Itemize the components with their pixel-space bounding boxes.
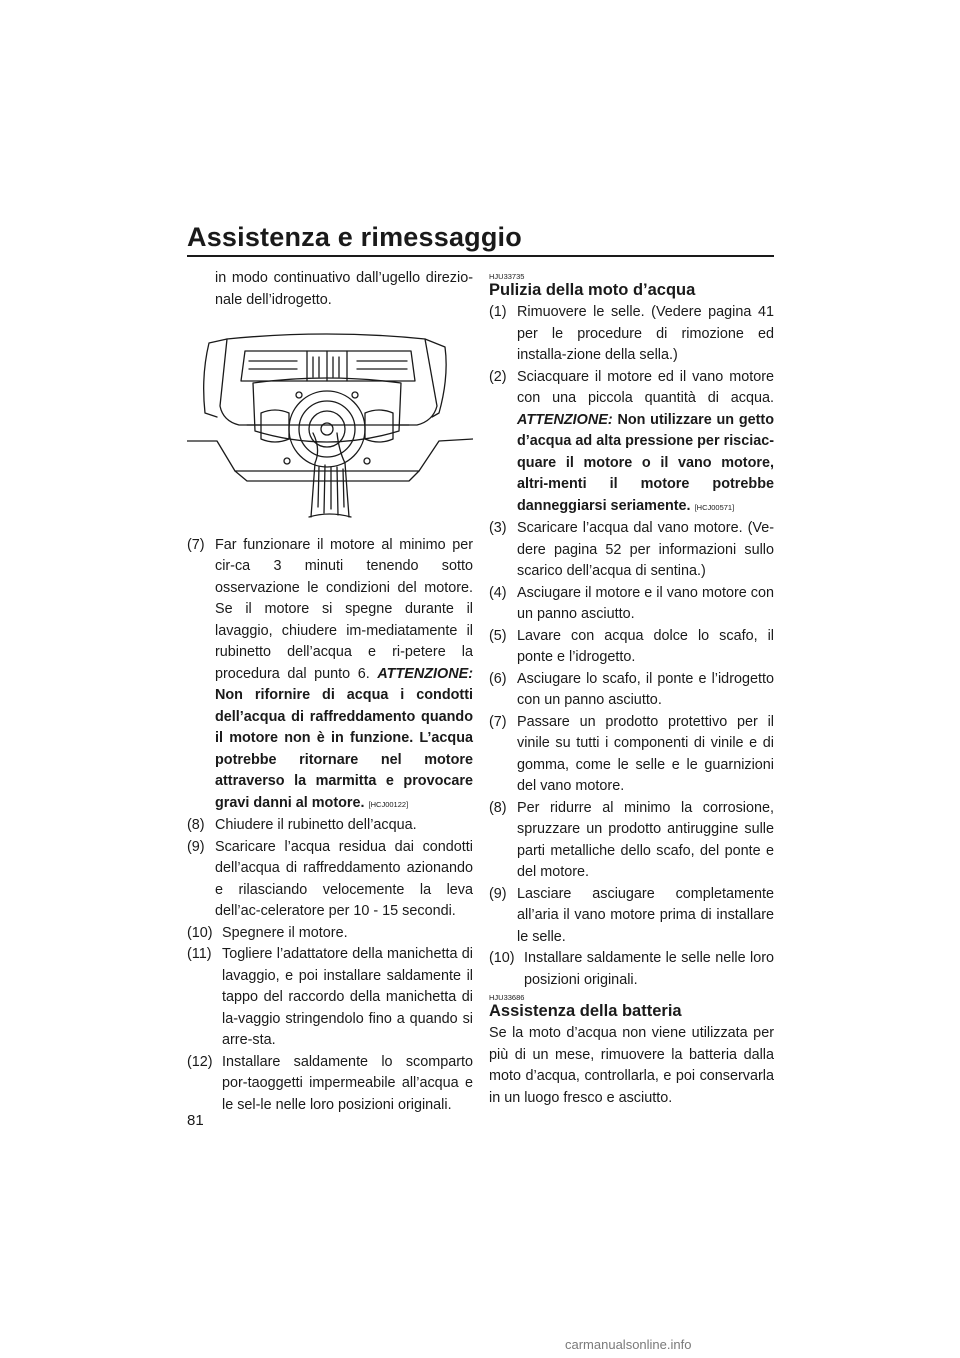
caution-code: [HCJ00122] (368, 799, 409, 809)
page-number: 81 (187, 1112, 204, 1129)
caution-code: [HCJ00571] (694, 502, 735, 512)
step-text: Asciugare lo scafo, il ponte e l’idrogetto con un panno asciutto. (517, 670, 774, 708)
right-step-4 (489, 583, 774, 626)
step-number: (3) (489, 520, 507, 536)
step-number: (10) (187, 924, 213, 941)
step-text: Installare saldamente le selle nelle loro posizioni originali. (524, 950, 774, 988)
caution-label: ATTENZIONE: (517, 411, 613, 428)
step-text: Asciugare il motore e il vano motore con un panno asciutto. (517, 584, 774, 622)
step-text: Lasciare asciugare completamente all’aria il vano motore prima di installare le selle. (517, 885, 774, 945)
step-number: (5) (489, 627, 507, 644)
right-step-10 (489, 948, 774, 991)
right-step-9 (489, 884, 774, 949)
step-number: (4) (489, 584, 507, 601)
step-body: Sciacquare il motore ed il vano motore con una piccola quantità di acqua. (517, 368, 774, 406)
right-step-7 (489, 712, 774, 798)
right-step-3 (489, 518, 774, 583)
step-number: (12) (187, 1053, 213, 1070)
step-text: Scaricare l’acqua residua dai condotti dell’acqua di raffreddamento azionando e rilasciando velocemente la leva dell’ac-celeratore per 10 - 15 secondi. (215, 838, 473, 919)
step-number: (9) (187, 838, 205, 855)
step-text: Lavare con acqua dolce lo scafo, il ponte e l’idrogetto. (517, 627, 774, 665)
right-step-6 (489, 669, 774, 712)
section-code: HJU33735 (489, 272, 525, 281)
section-title-battery: Assistenza della batteria (489, 1002, 682, 1020)
battery-paragraph: Se la moto d’acqua non viene utilizzata per più di un mese, rimuovere la batteria dalla moto d’acqua, controllarla, e poi conservarla in un luogo fresco e asciutto. (489, 1025, 774, 1106)
left-step-9 (187, 837, 473, 923)
step-number: (9) (489, 885, 507, 902)
footer-watermark: carmanualsonline.info (565, 1337, 692, 1352)
step-text: Per ridurre al minimo la corrosione, spruzzare un prodotto antiruggine sulle parti metalliche dello scafo, del ponte e del motore. (517, 799, 774, 880)
left-step-7 (187, 535, 473, 816)
section-code: HJU33686 (489, 993, 525, 1002)
right-step-5 (489, 626, 774, 669)
right-step-1 (489, 302, 774, 367)
left-step-12 (187, 1052, 473, 1117)
jet-nozzle-flushing-illustration (187, 321, 473, 521)
step-number: (8) (489, 799, 507, 816)
step-body: Far funzionare il motore al minimo per cir-ca 3 minuti tenendo sotto osservazione le condizioni del motore. Se il motore si spegne durante il lavaggio, chiudere im-mediatamente il rubinetto dell’acqua e ri-petere la procedura dal punto 6. (215, 536, 473, 682)
step-number: (2) (489, 368, 507, 385)
step-number: (10) (489, 950, 515, 966)
step-text: Scaricare l’acqua dal vano motore. (Ve-dere pagina 52 per informazioni sullo scarico dell’acqua di sentina.) (517, 520, 774, 579)
caution-text: Non rifornire di acqua i condotti dell’acqua di raffreddamento quando il motore non è in funzione. L’acqua potrebbe ritornare nel motore attraverso la marmitta e provocare gravi danni al motore. (215, 687, 473, 811)
step-text: Spegnere il motore. (222, 924, 348, 941)
step-text (215, 535, 473, 816)
step-number: (7) (187, 536, 205, 553)
page-title: Assistenza e rimessaggio (187, 222, 522, 252)
step-text: Rimuovere le selle. (Vedere pagina 41 per le procedure di rimozione ed installa-zione della sella.) (517, 304, 774, 363)
step-number: (11) (187, 946, 212, 962)
step-number: (8) (187, 817, 205, 833)
step-number: (7) (489, 713, 507, 730)
step-number: (6) (489, 670, 507, 687)
step-text: Chiudere il rubinetto dell’acqua. (215, 817, 417, 833)
continuation-text: in modo continuativo dall’ugello direzio-nale dell’idrogetto. (215, 270, 473, 308)
left-step-10 (187, 923, 473, 945)
step-number: (1) (489, 304, 507, 320)
step-text: Passare un prodotto protettivo per il vinile su tutti i componenti di vinile e di gomma, come le selle e le guarnizioni del vano motore. (517, 713, 774, 794)
left-step-8 (187, 815, 473, 837)
section-title-cleaning: Pulizia della moto d’acqua (489, 281, 696, 299)
caution-label: ATTENZIONE: (377, 665, 473, 682)
header-rule (187, 255, 774, 257)
step-text (517, 367, 774, 519)
step-text: Togliere l’adattatore della manichetta di lavaggio, e poi installare saldamente il tappo del raccordo della manichetta di la-vaggio stringendolo fino a quando si arre-sta. (222, 946, 473, 1048)
caution-text: Non utilizzare un getto d’acqua ad alta pressione per risciac-quare il motore o il vano motore, altri-menti il motore potrebbe danneggiarsi seriamente. (517, 411, 775, 514)
right-step-2 (489, 367, 774, 519)
left-column (187, 268, 473, 1116)
left-step-11 (187, 944, 473, 1052)
step-text: Installare saldamente lo scomparto por-taoggetti impermeabile all’acqua e le sel-le nelle loro posizioni originali. (222, 1053, 473, 1113)
right-column (489, 270, 774, 1109)
right-step-8 (489, 798, 774, 884)
